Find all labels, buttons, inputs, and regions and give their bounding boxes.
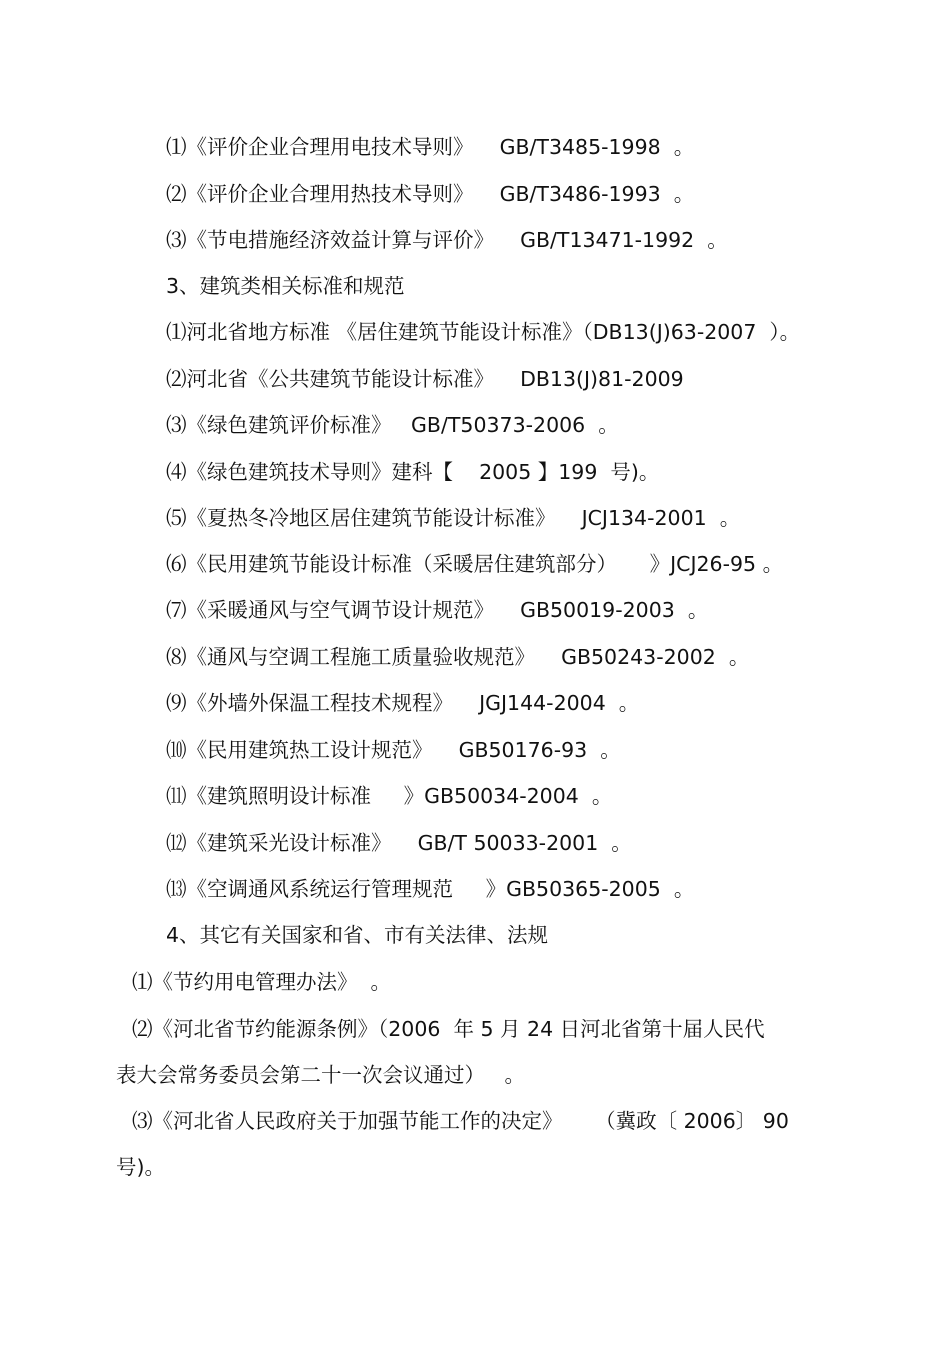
text-line: ⑴《评价企业合理用电技术导则》 GB/T3485-1998 。 <box>166 135 695 159</box>
text-line: ⑴《节约用电管理办法》 。 <box>132 970 392 994</box>
text-line: ⑷《绿色建筑技术导则》建科【 2005 】199 号)。 <box>166 460 660 484</box>
text-line: 号)。 <box>116 1155 165 1179</box>
text-line: ⑵《河北省节约能源条例》（2006 年 5 月 24 日河北省第十届人民代 <box>132 1017 765 1041</box>
text-line: ⑼《外墙外保温工程技术规程》 JGJ144-2004 。 <box>166 691 640 715</box>
text-line: ⑶《河北省人民政府关于加强节能工作的决定》 （冀政〔 2006〕 90 <box>132 1109 789 1133</box>
text-line: ⑴河北省地方标准 《居住建筑节能设计标准》（DB13(J)63-2007 ）。 <box>166 320 801 344</box>
text-line: ⑵《评价企业合理用热技术导则》 GB/T3486-1993 。 <box>166 182 695 206</box>
section-heading: 4、其它有关国家和省、市有关法律、法规 <box>166 923 549 947</box>
text-line: ⑻《通风与空调工程施工质量验收规范》 GB50243-2002 。 <box>166 645 750 669</box>
text-line: ⑶《绿色建筑评价标准》 GB/T50373-2006 。 <box>166 413 619 437</box>
text-line: ⑹《民用建筑节能设计标准（采暖居住建筑部分） 》JCJ26-95 。 <box>166 552 784 576</box>
text-line: ⑶《节电措施经济效益计算与评价》 GB/T13471-1992 。 <box>166 228 728 252</box>
text-line: ⑾《建筑照明设计标准 》GB50034-2004 。 <box>166 784 613 808</box>
section-heading: 3、建筑类相关标准和规范 <box>166 274 405 298</box>
text-line: ⒀《空调通风系统运行管理规范 》GB50365-2005 。 <box>166 877 695 901</box>
text-line: ⑿《建筑采光设计标准》 GB/T 50033-2001 。 <box>166 831 632 855</box>
text-line: ⑺《采暖通风与空气调节设计规范》 GB50019-2003 。 <box>166 598 709 622</box>
text-line: ⑸《夏热冬冷地区居住建筑节能设计标准》 JCJ134-2001 。 <box>166 506 741 530</box>
text-line: ⑽《民用建筑热工设计规范》 GB50176-93 。 <box>166 738 621 762</box>
text-line: 表大会常务委员会第二十一次会议通过） 。 <box>116 1063 526 1087</box>
text-line: ⑵河北省《公共建筑节能设计标准》 DB13(J)81-2009 <box>166 367 684 391</box>
